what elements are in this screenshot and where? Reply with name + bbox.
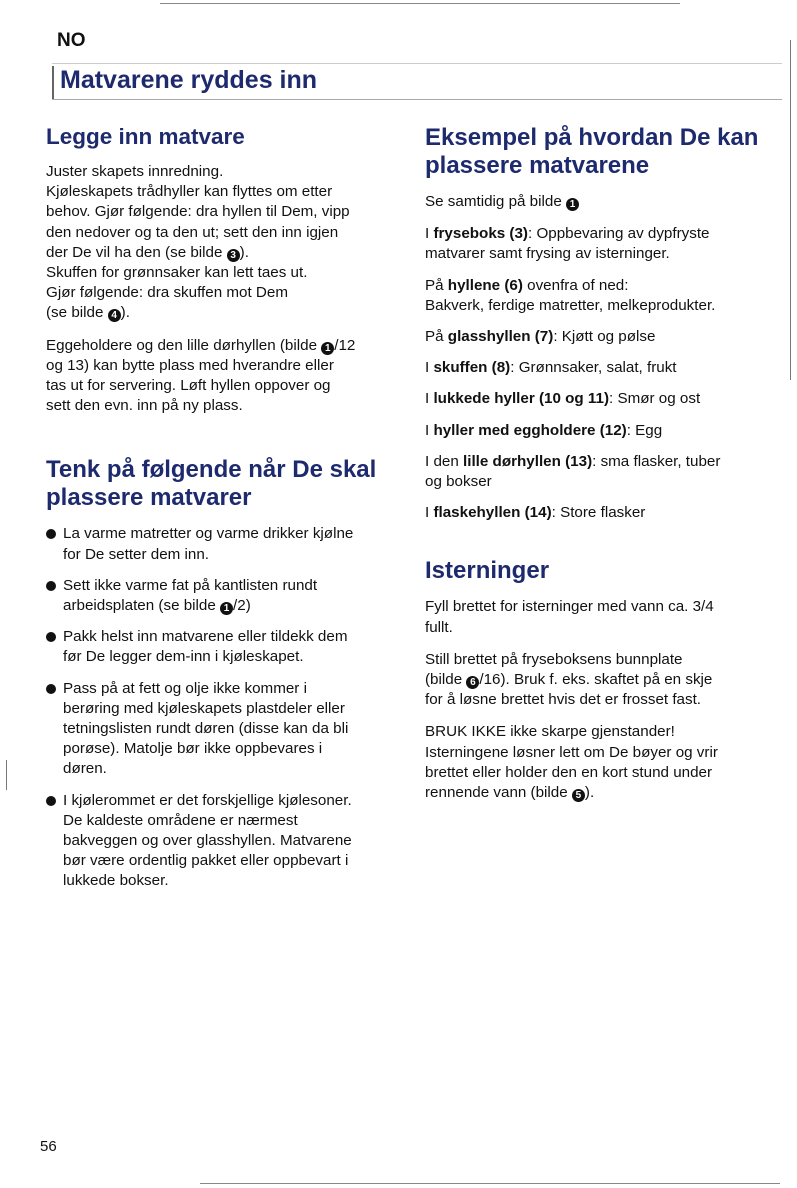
paragraph-eggeholdere: Eggeholdere og den lille dørhyllen (bilde 1 /12 og 13) kan bytte plass med hverandre eller tas ut for servering. Løft hyllen oppover og sett den evn. inn på ny plass. (46, 336, 356, 415)
section-title: Matvarene ryddes inn (60, 66, 318, 94)
title-underline (52, 99, 782, 100)
placement-item: I den lille dørhyllen (13): sma flasker, tuber og bokser (425, 452, 721, 491)
figure-ref-icon: 5 (572, 789, 585, 802)
heading-eksempel: Eksempel på hvordan De kan plassere matvarene (425, 124, 759, 179)
left-column (46, 124, 396, 903)
paragraph-fyll: Fyll brettet for isterninger med vann ca. 3/4 fullt. (425, 598, 714, 636)
bottom-rule (200, 1183, 780, 1184)
figure-ref-icon: 6 (466, 676, 479, 689)
placement-item: I skuffen (8): Grønnsaker, salat, frukt (425, 359, 677, 377)
list-item: Pakk helst inn matvarene eller tildekk dem før De legger dem-inn i kjøleskapet. (46, 627, 396, 667)
figure-ref-icon: 1 (321, 342, 334, 355)
top-rule (160, 3, 680, 4)
placement-item: På glasshyllen (7): Kjøtt og pølse (425, 328, 656, 346)
page-number: 56 (40, 1138, 57, 1155)
list-item: Pass på at fett og olje ikke kommer i berøring med kjøleskapets plastdeler eller tetningslisten rundt døren (disse kan da bli porøse). Matolje bør ikke oppbevares i døren. (46, 679, 396, 780)
language-code: NO (57, 30, 86, 51)
paragraph-innredning: Juster skapets innredning. Kjøleskapets trådhyller kan flyttes om etter behov. Gjør følgende: dra hyllen til Dem, vipp den nedover og ta den ut; sett den inn igjen der De vil ha den (se bilde 3 ). Skuffen for grønnsaker kan lett taes ut. Gjør følgende: dra skuffen mot Dem (se bilde 4 ). (46, 163, 350, 322)
heading-tenk-pa: Tenk på følgende når De skal plassere matvarer (46, 456, 377, 512)
intro-text: Se samtidig på bilde 1 (425, 192, 770, 212)
figure-ref-icon: 4 (108, 309, 121, 322)
figure-ref-icon: 1 (566, 198, 579, 211)
bullet-icon (46, 529, 56, 539)
paragraph-bruk-ikke: BRUK IKKE ikke skarpe gjenstander! Isterningene løsner lett om De bøyer og vrir brettet eller holder den en kort stund under rennende vann (bilde 5 ). (425, 723, 718, 802)
placement-item: I lukkede hyller (10 og 11): Smør og ost (425, 390, 701, 408)
title-overline (52, 63, 782, 64)
right-edge-mark (790, 40, 791, 380)
bullet-icon (46, 796, 56, 806)
list-item: La varme matretter og varme drikker kjølne for De setter dem inn. (46, 524, 396, 564)
figure-ref-icon: 1 (220, 602, 233, 615)
figure-ref-icon: 3 (227, 249, 240, 262)
bullet-icon (46, 632, 56, 642)
placement-item: På hyllene (6) ovenfra of ned: Bakverk, ferdige matretter, melkeprodukter. (425, 276, 716, 314)
placement-item: I flaskehyllen (14): Store flasker (425, 504, 646, 522)
bullet-icon (46, 684, 56, 694)
bullet-icon (46, 581, 56, 591)
tips-list (46, 524, 396, 891)
right-column (425, 124, 770, 815)
list-item: Sett ikke varme fat på kantlisten rundt arbeidsplaten (se bilde 1 /2) (46, 576, 396, 616)
placement-item: I hyller med eggholdere (12): Egg (425, 421, 663, 439)
left-edge-mark (6, 760, 7, 790)
heading-legge-inn: Legge inn matvare (46, 124, 245, 149)
placement-item: I fryseboks (3): Oppbevaring av dypfryste matvarer samt frysing av isterninger. (425, 225, 710, 263)
title-bracket (52, 66, 54, 99)
list-item: I kjølerommet er det forskjellige kjølesoner. De kaldeste områdene er nærmest bakveggen og over glasshyllen. Matvarene bør være ordentlig pakket eller oppbevart i lukkede bokser. (46, 791, 396, 892)
paragraph-still: Still brettet på fryseboksens bunnplate (bilde 6 /16). Bruk f. eks. skaftet på en skje for å løsne brettet hvis det er frosset fast. (425, 650, 713, 709)
heading-isterninger: Isterninger (425, 557, 550, 585)
